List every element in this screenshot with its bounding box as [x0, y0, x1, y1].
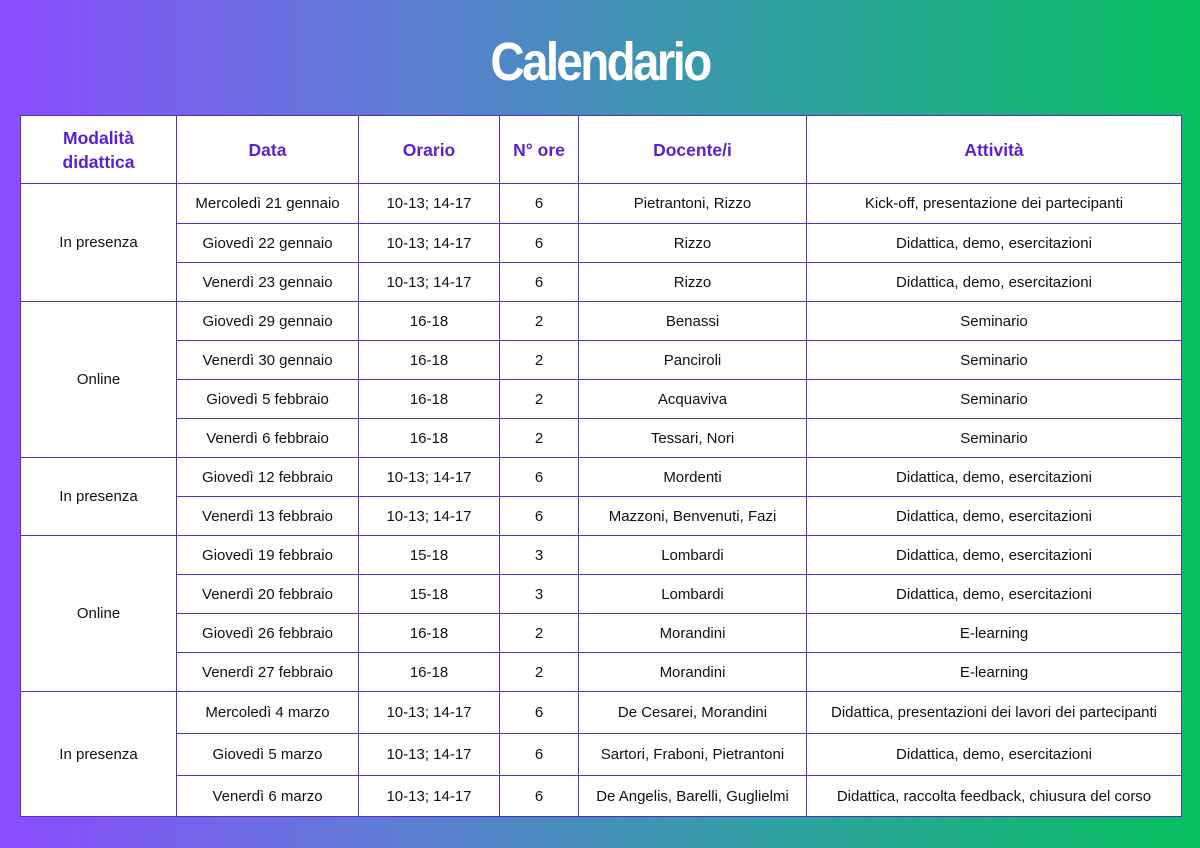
data-cell: Giovedì 12 febbraio — [177, 458, 359, 497]
ore-cell: 2 — [500, 341, 579, 380]
attivita-cell: Seminario — [807, 419, 1182, 458]
modalita-cell: In presenza — [21, 692, 177, 817]
docenti-cell: De Angelis, Barelli, Guglielmi — [579, 776, 807, 817]
data-cell: Venerdì 30 gennaio — [177, 341, 359, 380]
calendar-table — [20, 115, 1182, 817]
orario-cell: 16-18 — [359, 419, 500, 458]
attivita-cell: Didattica, demo, esercitazioni — [807, 497, 1182, 536]
table-row — [21, 380, 1182, 419]
docenti-cell: Tessari, Nori — [579, 419, 807, 458]
docenti-cell: Morandini — [579, 653, 807, 692]
docenti-cell: Benassi — [579, 302, 807, 341]
table-row — [21, 497, 1182, 536]
table-row — [21, 263, 1182, 302]
table-row — [21, 419, 1182, 458]
ore-cell: 6 — [500, 184, 579, 224]
docenti-cell: Lombardi — [579, 536, 807, 575]
ore-cell: 6 — [500, 734, 579, 776]
table-row — [21, 536, 1182, 575]
orario-cell: 16-18 — [359, 302, 500, 341]
attivita-cell: Didattica, demo, esercitazioni — [807, 458, 1182, 497]
header-orario: Orario — [359, 116, 500, 184]
header-docenti: Docente/i — [579, 116, 807, 184]
attivita-cell: Didattica, presentazioni dei lavori dei partecipanti — [807, 692, 1182, 734]
attivita-cell: Didattica, demo, esercitazioni — [807, 263, 1182, 302]
orario-cell: 10-13; 14-17 — [359, 184, 500, 224]
data-cell: Giovedì 19 febbraio — [177, 536, 359, 575]
ore-cell: 2 — [500, 614, 579, 653]
attivita-cell: Didattica, demo, esercitazioni — [807, 224, 1182, 263]
data-cell: Giovedì 5 marzo — [177, 734, 359, 776]
ore-cell: 2 — [500, 653, 579, 692]
orario-cell: 16-18 — [359, 653, 500, 692]
table-row — [21, 184, 1182, 224]
ore-cell: 6 — [500, 224, 579, 263]
ore-cell: 3 — [500, 575, 579, 614]
data-cell: Giovedì 29 gennaio — [177, 302, 359, 341]
modalita-cell: In presenza — [21, 184, 177, 302]
orario-cell: 10-13; 14-17 — [359, 263, 500, 302]
header-data: Data — [177, 116, 359, 184]
orario-cell: 15-18 — [359, 575, 500, 614]
ore-cell: 6 — [500, 692, 579, 734]
data-cell: Mercoledì 21 gennaio — [177, 184, 359, 224]
docenti-cell: De Cesarei, Morandini — [579, 692, 807, 734]
table-row — [21, 341, 1182, 380]
ore-cell: 6 — [500, 776, 579, 817]
header-modalita: Modalità didattica — [21, 116, 177, 184]
table-row — [21, 614, 1182, 653]
attivita-cell: Didattica, demo, esercitazioni — [807, 536, 1182, 575]
ore-cell: 2 — [500, 380, 579, 419]
data-cell: Venerdì 27 febbraio — [177, 653, 359, 692]
data-cell: Giovedì 5 febbraio — [177, 380, 359, 419]
orario-cell: 10-13; 14-17 — [359, 224, 500, 263]
ore-cell: 6 — [500, 497, 579, 536]
attivita-cell: E-learning — [807, 653, 1182, 692]
table-row — [21, 458, 1182, 497]
docenti-cell: Panciroli — [579, 341, 807, 380]
table-row — [21, 302, 1182, 341]
data-cell: Venerdì 23 gennaio — [177, 263, 359, 302]
attivita-cell: Seminario — [807, 302, 1182, 341]
docenti-cell: Pietrantoni, Rizzo — [579, 184, 807, 224]
table-row — [21, 224, 1182, 263]
data-cell: Giovedì 22 gennaio — [177, 224, 359, 263]
table-row — [21, 653, 1182, 692]
docenti-cell: Sartori, Fraboni, Pietrantoni — [579, 734, 807, 776]
orario-cell: 16-18 — [359, 341, 500, 380]
table-row — [21, 692, 1182, 734]
docenti-cell: Mordenti — [579, 458, 807, 497]
docenti-cell: Acquaviva — [579, 380, 807, 419]
orario-cell: 10-13; 14-17 — [359, 776, 500, 817]
table-row — [21, 575, 1182, 614]
modalita-cell: Online — [21, 536, 177, 692]
attivita-cell: Didattica, raccolta feedback, chiusura del corso — [807, 776, 1182, 817]
attivita-cell: Seminario — [807, 380, 1182, 419]
table-row — [21, 776, 1182, 817]
modalita-cell: In presenza — [21, 458, 177, 536]
page-title: Calendario — [490, 32, 710, 92]
table-row — [21, 734, 1182, 776]
orario-cell: 10-13; 14-17 — [359, 497, 500, 536]
modalita-cell: Online — [21, 302, 177, 458]
docenti-cell: Rizzo — [579, 263, 807, 302]
docenti-cell: Morandini — [579, 614, 807, 653]
docenti-cell: Rizzo — [579, 224, 807, 263]
data-cell: Venerdì 13 febbraio — [177, 497, 359, 536]
orario-cell: 10-13; 14-17 — [359, 734, 500, 776]
attivita-cell: Kick-off, presentazione dei partecipanti — [807, 184, 1182, 224]
orario-cell: 16-18 — [359, 614, 500, 653]
attivita-cell: E-learning — [807, 614, 1182, 653]
ore-cell: 2 — [500, 419, 579, 458]
attivita-cell: Seminario — [807, 341, 1182, 380]
header-ore: N° ore — [500, 116, 579, 184]
ore-cell: 2 — [500, 302, 579, 341]
ore-cell: 3 — [500, 536, 579, 575]
orario-cell: 10-13; 14-17 — [359, 458, 500, 497]
docenti-cell: Lombardi — [579, 575, 807, 614]
attivita-cell: Didattica, demo, esercitazioni — [807, 575, 1182, 614]
attivita-cell: Didattica, demo, esercitazioni — [807, 734, 1182, 776]
docenti-cell: Mazzoni, Benvenuti, Fazi — [579, 497, 807, 536]
orario-cell: 10-13; 14-17 — [359, 692, 500, 734]
orario-cell: 15-18 — [359, 536, 500, 575]
data-cell: Giovedì 26 febbraio — [177, 614, 359, 653]
data-cell: Venerdì 6 febbraio — [177, 419, 359, 458]
header-attivita: Attività — [807, 116, 1182, 184]
ore-cell: 6 — [500, 458, 579, 497]
data-cell: Mercoledì 4 marzo — [177, 692, 359, 734]
data-cell: Venerdì 20 febbraio — [177, 575, 359, 614]
orario-cell: 16-18 — [359, 380, 500, 419]
data-cell: Venerdì 6 marzo — [177, 776, 359, 817]
header-row — [21, 116, 1182, 184]
ore-cell: 6 — [500, 263, 579, 302]
